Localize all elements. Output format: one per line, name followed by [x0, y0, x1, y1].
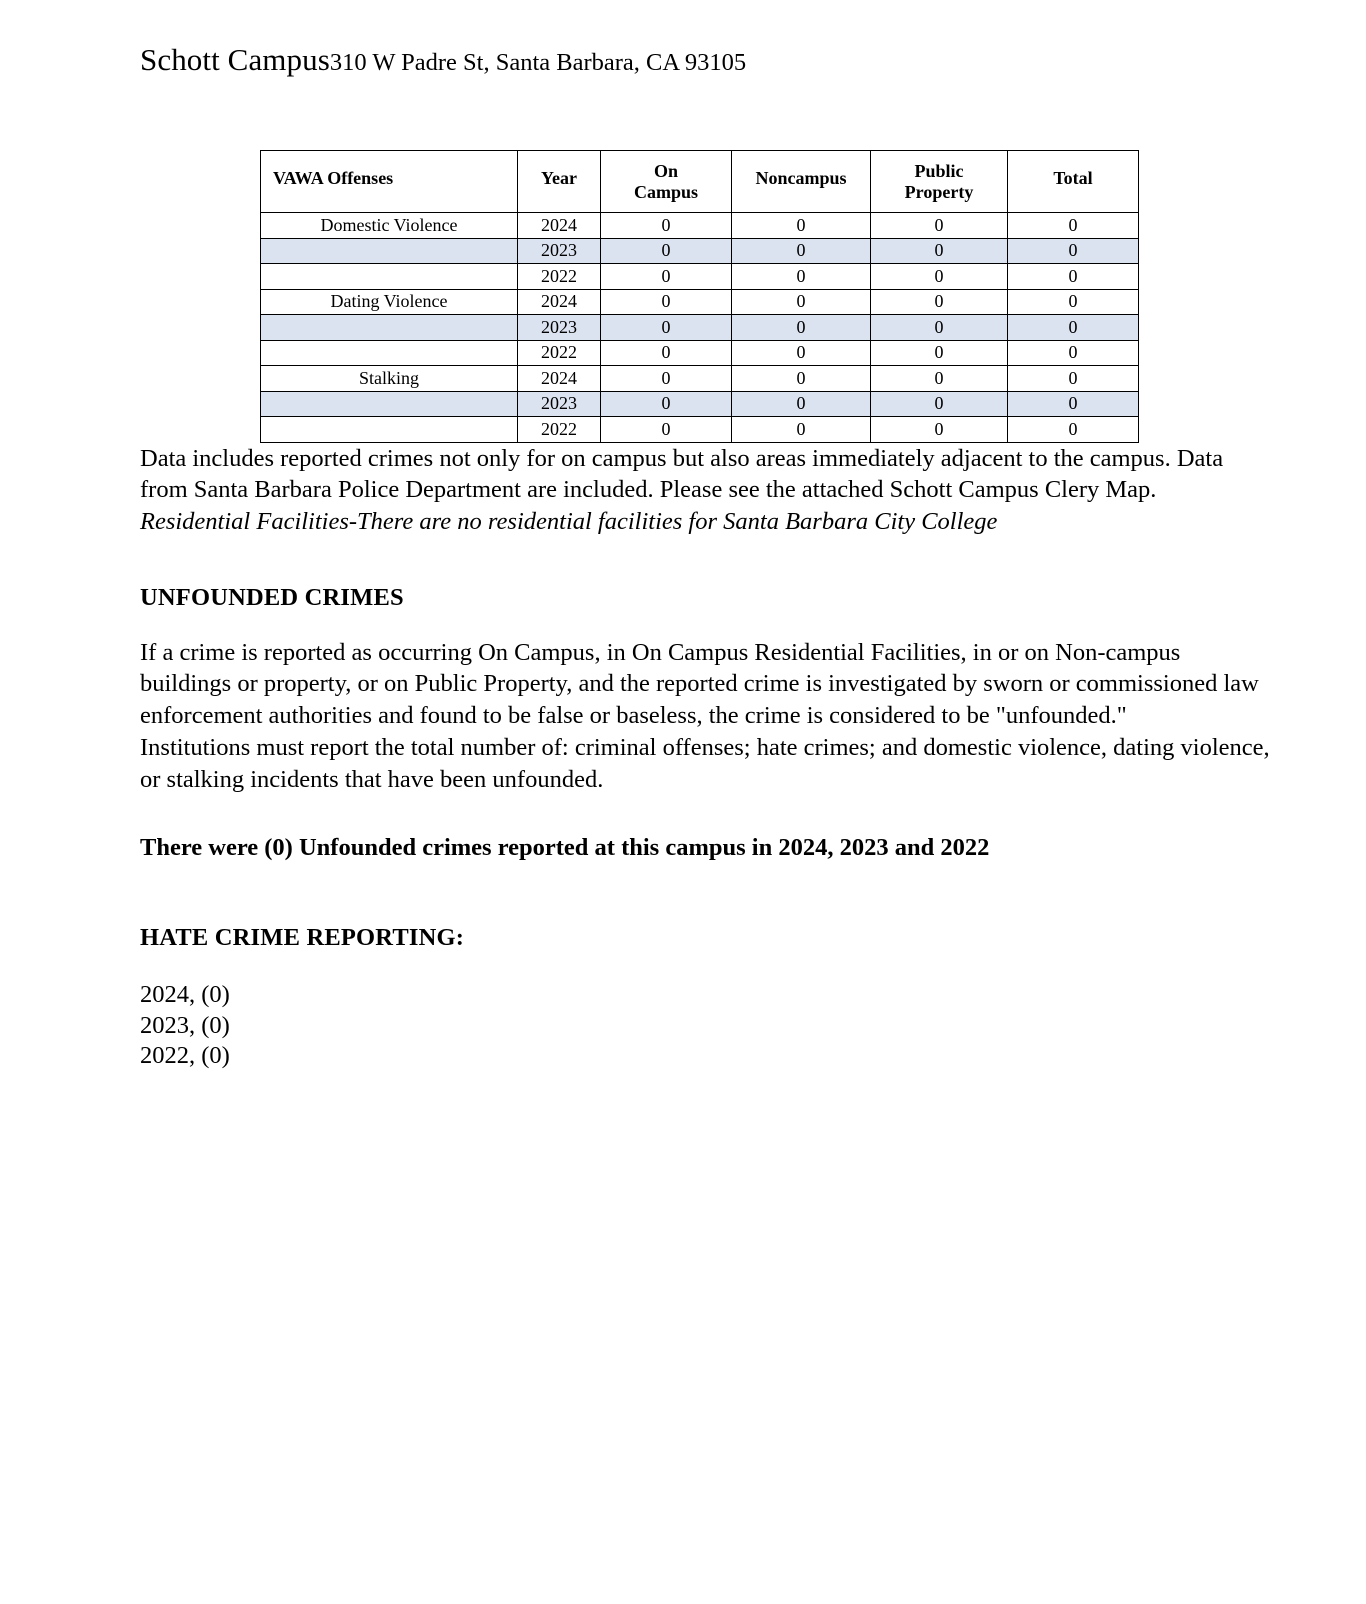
cell-public-property: 0 — [871, 417, 1008, 443]
cell-on-campus: 0 — [601, 391, 732, 417]
cell-total: 0 — [1008, 417, 1139, 443]
cell-noncampus: 0 — [732, 417, 871, 443]
on-campus-line-1: On — [653, 161, 678, 182]
offense-label: Domestic Violence — [261, 213, 518, 239]
campus-address: 310 W Padre St, Santa Barbara, CA 93105 — [329, 49, 747, 76]
data-inclusion-note: Data includes reported crimes not only for on campus but also areas immediately adjacent to the campus. Data from Santa Barbara Police Department are included. Please see the attached Schott Campus Clery Map. — [140, 444, 1224, 504]
table-header — [261, 151, 1139, 213]
cell-public-property: 0 — [871, 366, 1008, 392]
column-header-year: Year — [518, 151, 601, 213]
cell-year: 2024 — [518, 366, 601, 392]
cell-year: 2022 — [518, 340, 601, 366]
cell-total: 0 — [1008, 289, 1139, 315]
cell-on-campus: 0 — [601, 417, 732, 443]
cell-noncampus: 0 — [732, 213, 871, 239]
list-item: 2023, (0) — [140, 1011, 230, 1039]
cell-public-property: 0 — [871, 238, 1008, 264]
column-header-offense: VAWA Offenses — [261, 151, 518, 213]
institutions-report-text: Institutions must report the total number of: criminal offenses; hate crimes; and domestic violence, dating violence, or stalking incidents that have been unfounded. — [140, 734, 1270, 793]
vawa-offenses-table — [260, 150, 1139, 443]
residential-facilities-note: Residential Facilities-There are no residential facilities for Santa Barbara City College — [140, 508, 998, 536]
unfounded-crimes-heading: UNFOUNDED CRIMES — [140, 584, 404, 612]
table-body — [261, 213, 1139, 443]
cell-on-campus: 0 — [601, 238, 732, 264]
unfounded-crimes-text: If a crime is reported as occurring On Campus, in On Campus Residential Facilities, in or on Non-campus buildings or property, or on Public Property, and the reported crime is investigated by sworn or commissioned law enforcement authorities and found to be false or baseless, the crime is considered to be "unfounded." — [140, 638, 1259, 730]
cell-on-campus: 0 — [601, 366, 732, 392]
cell-public-property: 0 — [871, 340, 1008, 366]
document-header — [140, 42, 1271, 78]
cell-public-property: 0 — [871, 391, 1008, 417]
public-property-line-2: Property — [904, 181, 974, 202]
cell-on-campus: 0 — [601, 315, 732, 341]
table-row — [261, 213, 1139, 239]
table-row — [261, 264, 1139, 290]
vawa-table-container — [260, 150, 1271, 443]
cell-year: 2024 — [518, 213, 601, 239]
cell-noncampus: 0 — [732, 391, 871, 417]
table-row — [261, 238, 1139, 264]
cell-year: 2022 — [518, 264, 601, 290]
offense-label-continuation — [261, 391, 518, 417]
hate-crime-year-list — [140, 980, 1271, 1073]
column-header-public-property — [871, 151, 1008, 213]
list-item: 2022, (0) — [140, 1042, 230, 1070]
cell-total: 0 — [1008, 264, 1139, 290]
table-row — [261, 391, 1139, 417]
offense-label: Stalking — [261, 366, 518, 392]
table-row — [261, 340, 1139, 366]
cell-on-campus: 0 — [601, 340, 732, 366]
table-row — [261, 417, 1139, 443]
cell-public-property: 0 — [871, 264, 1008, 290]
cell-noncampus: 0 — [732, 340, 871, 366]
column-header-noncampus: Noncampus — [732, 151, 871, 213]
offense-label-continuation — [261, 417, 518, 443]
table-row — [261, 366, 1139, 392]
column-header-total: Total — [1008, 151, 1139, 213]
cell-year: 2023 — [518, 315, 601, 341]
cell-year: 2024 — [518, 289, 601, 315]
cell-on-campus: 0 — [601, 264, 732, 290]
offense-label-continuation — [261, 315, 518, 341]
cell-total: 0 — [1008, 238, 1139, 264]
unfounded-crimes-summary: There were (0) Unfounded crimes reported at this campus in 2024, 2023 and 2022 — [140, 833, 990, 861]
table-row — [261, 289, 1139, 315]
cell-on-campus: 0 — [601, 213, 732, 239]
cell-total: 0 — [1008, 366, 1139, 392]
column-header-on-campus — [601, 151, 732, 213]
on-campus-line-2: Campus — [633, 181, 699, 202]
list-item: 2024, (0) — [140, 980, 230, 1008]
cell-noncampus: 0 — [732, 264, 871, 290]
offense-label-continuation — [261, 340, 518, 366]
cell-year: 2022 — [518, 417, 601, 443]
cell-total: 0 — [1008, 391, 1139, 417]
offense-label: Dating Violence — [261, 289, 518, 315]
campus-name: Schott Campus — [140, 42, 330, 77]
cell-noncampus: 0 — [732, 366, 871, 392]
cell-noncampus: 0 — [732, 315, 871, 341]
cell-total: 0 — [1008, 213, 1139, 239]
cell-year: 2023 — [518, 238, 601, 264]
cell-noncampus: 0 — [732, 289, 871, 315]
cell-public-property: 0 — [871, 213, 1008, 239]
table-header-row — [261, 151, 1139, 213]
cell-total: 0 — [1008, 340, 1139, 366]
table-row — [261, 315, 1139, 341]
cell-total: 0 — [1008, 315, 1139, 341]
cell-noncampus: 0 — [732, 238, 871, 264]
cell-year: 2023 — [518, 391, 601, 417]
hate-crime-reporting-heading: HATE CRIME REPORTING: — [140, 923, 465, 951]
cell-on-campus: 0 — [601, 289, 732, 315]
cell-public-property: 0 — [871, 315, 1008, 341]
cell-public-property: 0 — [871, 289, 1008, 315]
public-property-line-1: Public — [914, 161, 964, 182]
offense-label-continuation — [261, 238, 518, 264]
offense-label-continuation — [261, 264, 518, 290]
